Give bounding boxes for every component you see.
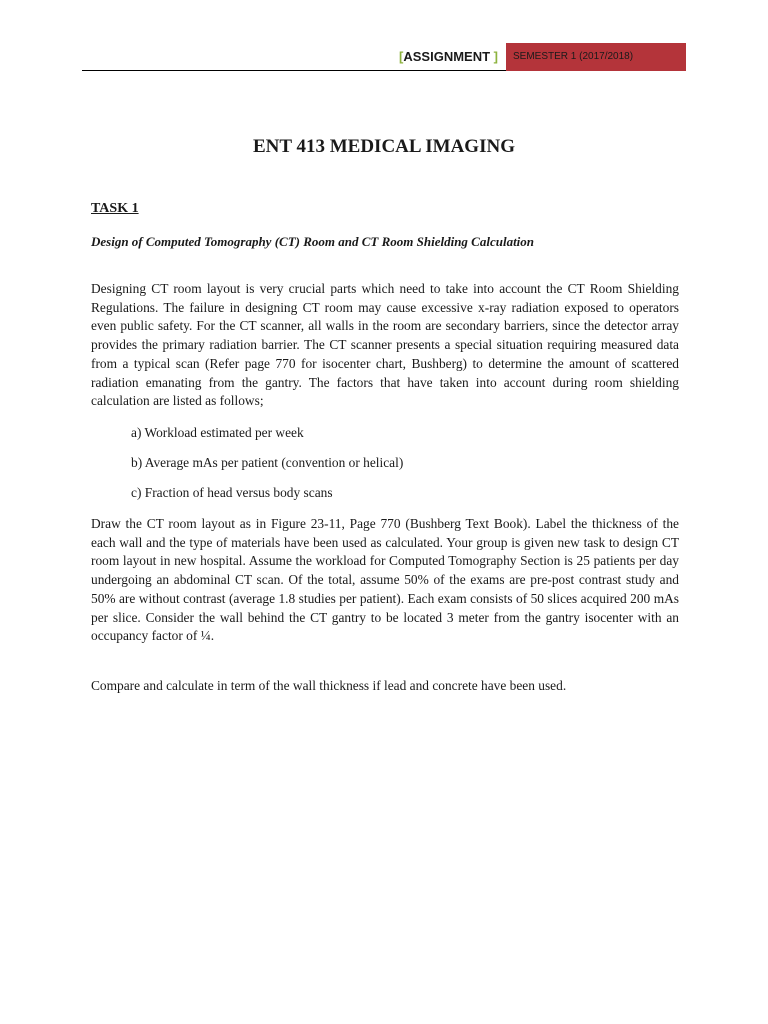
task-paragraph: Draw the CT room layout as in Figure 23-11, Page 770 (Bushberg Text Book). Label the thickness of the each wall and the type of materials have been used as calculated. Your group is given new task to design CT room layout in new hospital. Assume the workload for Computed Tomography Section is 25 patients per day undergoing an abdominal CT scan. Of the total, assume 50% of the exams are pre-post contrast study and 50% are without contrast (average 1.8 studies per patient). Each exam consists of 50 slices acquired 200 mAs per slice. Consider the wall behind the CT gantry to be located 3 meter from the gantry isocenter with an occupancy factor of ¼. (91, 516, 679, 644)
compare-paragraph: Compare and calculate in term of the wall thickness if lead and concrete have been used. (91, 678, 567, 693)
list-item: a) Workload estimated per week (131, 425, 304, 440)
assignment-text: ASSIGNMENT (403, 49, 491, 64)
factors-list (131, 424, 403, 514)
task-heading: TASK 1 (91, 201, 139, 216)
header-rule (82, 70, 506, 71)
intro-paragraph: Designing CT room layout is very crucial parts which need to take into account the CT Room Shielding Regulations. The failure in designing CT room may cause excessive x-ray radiation exposed to operators even public safety. For the CT scanner, all walls in the room are secondary barriers, since the detector array provides the primary radiation barrier. The CT scanner presents a special situation requiring measured data from a typical scan (Refer page 770 for isocenter chart, Bushberg) to determine the amount of scattered radiation emanating from the gantry. The factors that have taken into account during room shielding calculation are listed as follows; (91, 281, 679, 409)
list-item: b) Average mAs per patient (convention or helical) (131, 455, 404, 470)
semester-box: SEMESTER 1 (2017/2018) (506, 43, 686, 71)
page-header (82, 43, 686, 71)
task-subtitle: Design of Computed Tomography (CT) Room and CT Room Shielding Calculation (91, 234, 535, 249)
assignment-label (82, 43, 502, 70)
document-title: ENT 413 MEDICAL IMAGING (253, 136, 515, 157)
list-item: c) Fraction of head versus body scans (131, 485, 333, 500)
close-bracket: ] (490, 49, 498, 64)
open-bracket: [ (399, 49, 404, 64)
